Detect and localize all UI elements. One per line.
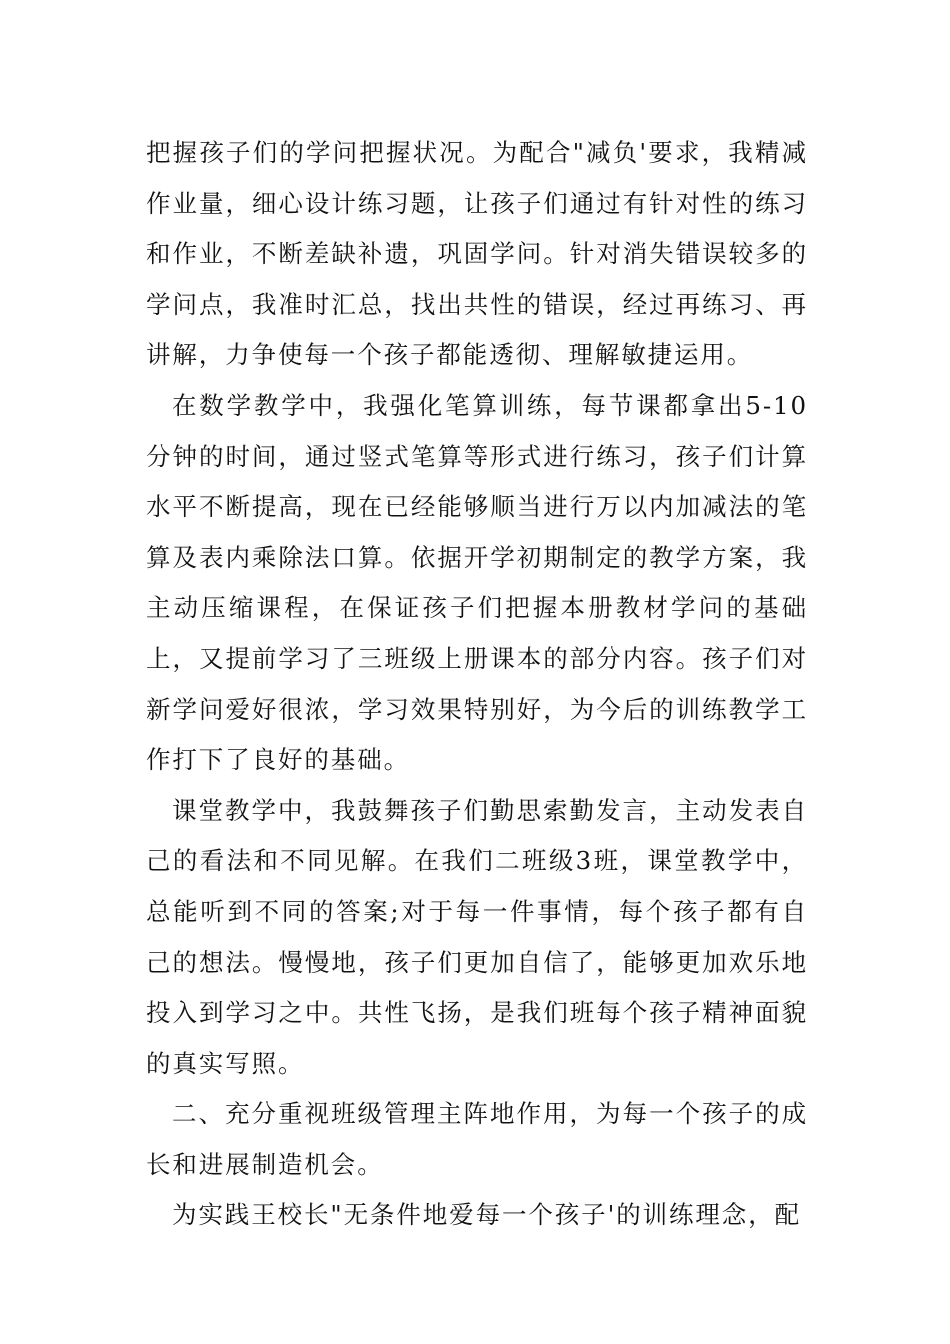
paragraph-5: 为实践王校长"无条件地爱每一个孩子'的训练理念，配 [172,1200,802,1230]
paragraph-1: 把握孩子们的学问把握状况。为配合"减负'要求，我精减作业量，细心设计练习题，让孩子们通过有针对性的练习和作业，不断差缺补遗，巩固学问。针对消失错误较多的学问点，我准时汇总，找出共性的错误，经过再练习、再讲解，力争使每一个孩子都能透彻、理解敏捷运用。 [146,138,808,370]
paragraph-3: 课堂教学中，我鼓舞孩子们勤思索勤发言，主动发表自己的看法和不同见解。在我们二班级3班，课堂教学中，总能听到不同的答案;对于每一件事情，每个孩子都有自己的想法。慢慢地，孩子们更加自信了，能够更加欢乐地投入到学习之中。共性飞扬，是我们班每个孩子精神面貌的真实写照。 [146,795,808,1078]
document-body [146,128,808,1241]
paragraph-4-section-heading: 二、充分重视班级管理主阵地作用，为每一个孩子的成长和进展制造机会。 [146,1099,808,1179]
paragraph-2: 在数学教学中，我强化笔算训练，每节课都拿出5-10分钟的时间，通过竖式笔算等形式进行练习，孩子们计算水平不断提高，现在已经能够顺当进行万以内加减法的笔算及表内乘除法口算。依据开学初期制定的教学方案，我主动压缩课程，在保证孩子们把握本册教材学问的基础上，又提前学习了三班级上册课本的部分内容。孩子们对新学问爱好很浓，学习效果特别好，为今后的训练教学工作打下了良好的基础。 [146,390,808,775]
